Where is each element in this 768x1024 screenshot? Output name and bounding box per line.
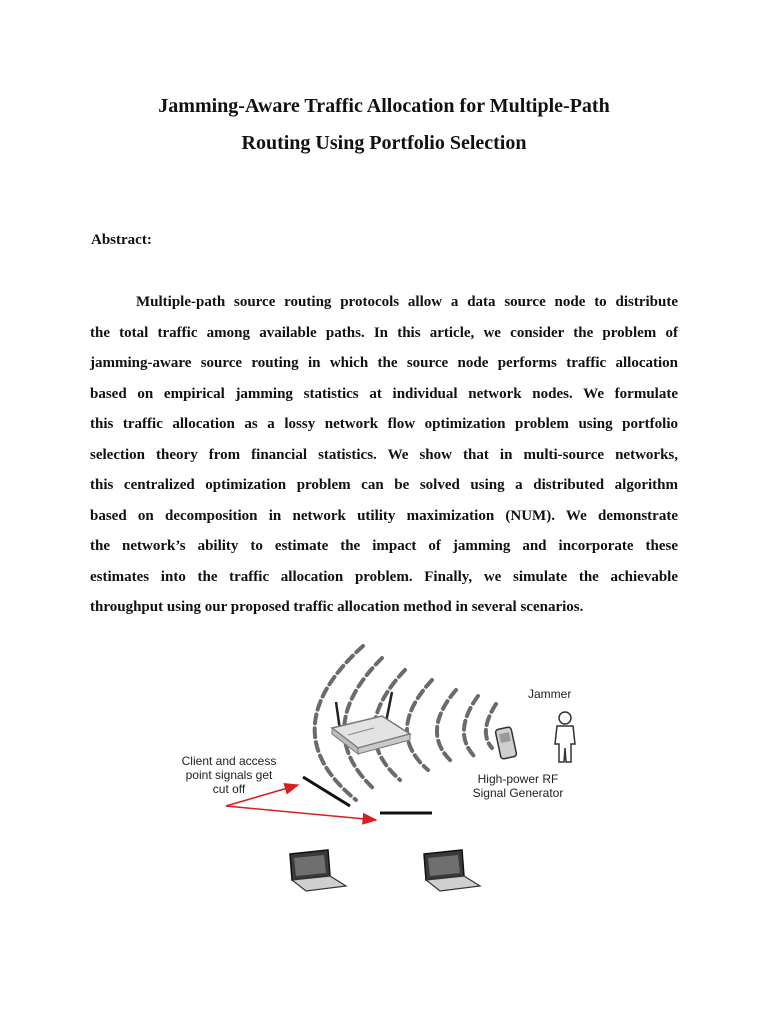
abstract-line: estimates into the traffic allocation problem. Finally, we simulate the achievable xyxy=(90,568,678,585)
abstract-line: this traffic allocation as a lossy network flow optimization problem using portfolio xyxy=(90,416,678,432)
abstract-line: selection theory from financial statistics. We show that in multi-source networks, xyxy=(90,446,678,463)
handheld-rf-generator-icon xyxy=(495,727,517,760)
laptop-icon xyxy=(424,850,480,891)
abstract-line: Multiple-path source routing protocols allow a data source node to distribute xyxy=(136,294,678,310)
rf-generator-label xyxy=(456,772,580,800)
client-signal-label-line: Client and access xyxy=(181,754,277,768)
abstract-body xyxy=(90,287,678,623)
laptop-icon xyxy=(290,850,346,891)
rf-generator-label-line: High-power RF xyxy=(477,772,559,786)
abstract-line: this centralized optimization problem can be solved using a distributed algorithm xyxy=(90,477,678,493)
cut-off-arrow xyxy=(226,806,376,820)
abstract-line: based on empirical jamming statistics at individual network nodes. We formulate xyxy=(90,385,678,402)
abstract-line: based on decomposition in network utility maximization (NUM). We demonstrate xyxy=(90,507,678,524)
abstract-heading: Abstract: xyxy=(91,232,152,248)
abstract-line: the total traffic among available paths. In this article, we consider the problem of xyxy=(90,324,678,341)
client-signal-label-line: point signals get xyxy=(185,768,273,782)
signal-barrier xyxy=(303,777,350,806)
jamming-figure xyxy=(160,640,620,905)
jammer-label: Jammer xyxy=(528,687,572,701)
paper-title-line-2: Routing Using Portfolio Selection xyxy=(241,132,527,154)
rf-generator-label-line: Signal Generator xyxy=(472,786,564,800)
abstract-line: jamming-aware source routing in which the source node performs traffic allocation xyxy=(90,355,678,371)
person-icon xyxy=(555,712,575,762)
abstract-line: the network’s ability to estimate the impact of jamming and incorporate these xyxy=(90,538,678,554)
client-signal-label xyxy=(164,754,294,796)
abstract-line: throughput using our proposed traffic allocation method in several scenarios. xyxy=(90,599,584,615)
paper-title-line-1: Jamming-Aware Traffic Allocation for Multiple-Path xyxy=(158,95,610,117)
client-signal-label-line: cut off xyxy=(212,782,246,796)
